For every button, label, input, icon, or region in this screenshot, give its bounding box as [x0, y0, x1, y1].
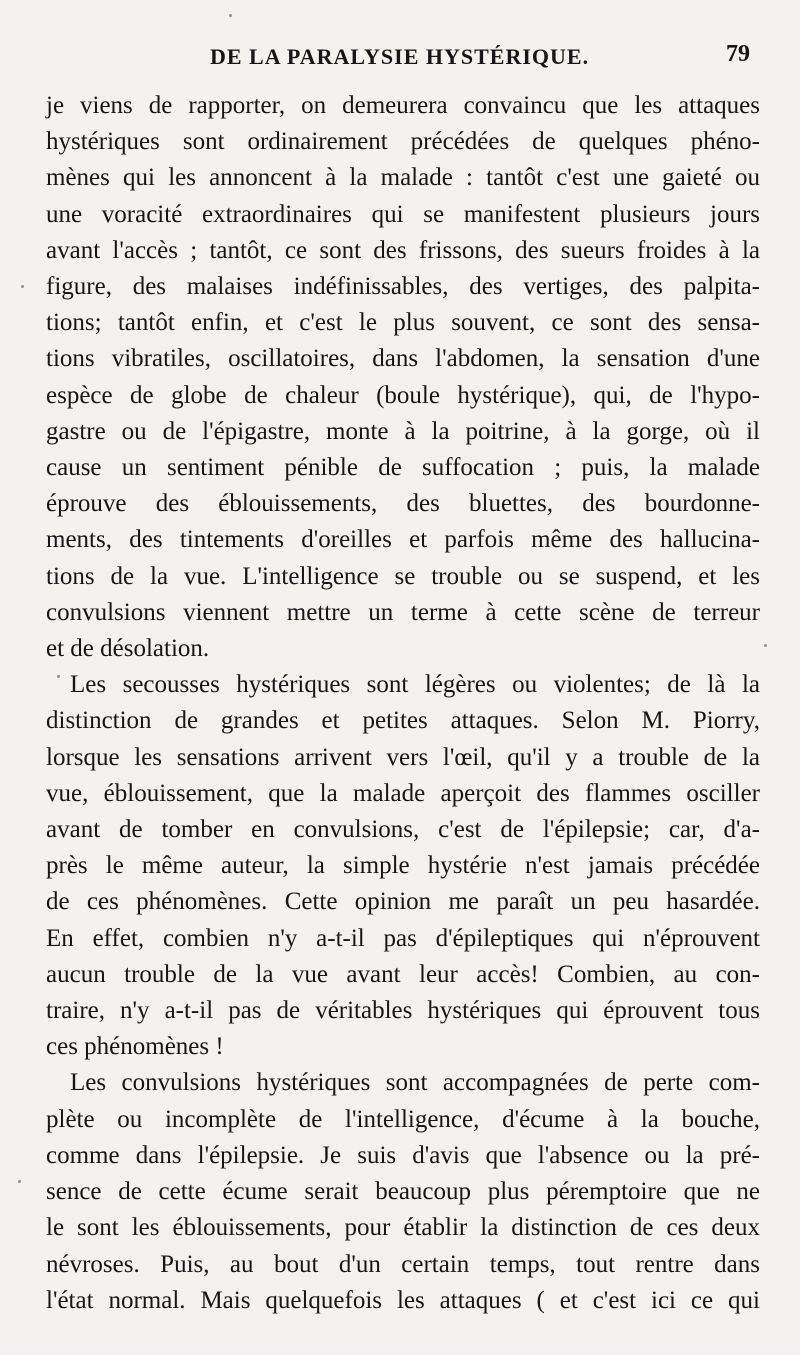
- text-line: convulsions viennent mettre un terme à cette scène de terreur: [46, 598, 760, 626]
- print-speck: [764, 644, 767, 647]
- text-line: hystériques sont ordinairement précédées de quelques phéno-: [46, 128, 760, 156]
- text-line: je viens de rapporter, on demeurera convaincu que les attaques: [46, 92, 760, 119]
- text-line: traire, n'y a-t-il pas de véritables hystériques qui éprouvent tous: [46, 997, 760, 1025]
- text-line: l'état normal. Mais quelquefois les attaques ( et c'est ici ce qui: [46, 1286, 760, 1314]
- text-line: distinction de grandes et petites attaques. Selon M. Piorry,: [46, 707, 760, 735]
- text-line: tions; tantôt enfin, et c'est le plus souvent, ce sont des sensa-: [46, 309, 760, 337]
- text-line: Les secousses hystériques sont légères ou violentes; de là la: [70, 671, 760, 699]
- text-line: ces phénomènes !: [46, 1033, 224, 1061]
- text-line: aucun trouble de la vue avant leur accès! Combien, au con-: [46, 960, 760, 988]
- text-line: névroses. Puis, au bout d'un certain temps, tout rentre dans: [46, 1250, 760, 1278]
- print-speck: [57, 675, 60, 678]
- text-line: tions de la vue. L'intelligence se trouble ou se suspend, et les: [46, 562, 760, 590]
- print-speck: [229, 14, 232, 17]
- text-line: comme dans l'épilepsie. Je suis d'avis que l'absence ou la pré-: [46, 1141, 760, 1169]
- text-line: lorsque les sensations arrivent vers l'œil, qu'il y a trouble de la: [46, 743, 760, 771]
- text-line: mènes qui les annoncent à la malade : tantôt c'est une gaieté ou: [46, 164, 760, 192]
- text-line: tions vibratiles, oscillatoires, dans l'abdomen, la sensation d'une: [46, 345, 760, 373]
- text-line: gastre ou de l'épigastre, monte à la poitrine, à la gorge, où il: [46, 417, 760, 445]
- text-line: plète ou incomplète de l'intelligence, d'écume à la bouche,: [46, 1105, 760, 1133]
- text-line: sence de cette écume serait beaucoup plus péremptoire que ne: [46, 1178, 760, 1206]
- text-line: vue, éblouissement, que la malade aperçoit des flammes osciller: [46, 779, 760, 807]
- text-line: près le même auteur, la simple hystérie n'est jamais précédée: [46, 852, 760, 880]
- page-number: 79: [726, 41, 750, 67]
- print-speck: [21, 285, 24, 288]
- body-text: [46, 88, 760, 1319]
- running-title: DE LA PARALYSIE HYSTÉRIQUE.: [210, 44, 590, 69]
- text-line: Les convulsions hystériques sont accompagnées de perte com-: [70, 1069, 760, 1097]
- print-speck: [18, 1180, 21, 1183]
- text-line: espèce de globe de chaleur (boule hystérique), qui, de l'hypo-: [46, 381, 760, 409]
- text-line: figure, des malaises indéfinissables, des vertiges, des palpita-: [46, 273, 760, 301]
- text-line: de ces phénomènes. Cette opinion me paraît un peu hasardée.: [46, 888, 760, 916]
- text-line: une voracité extraordinaires qui se manifestent plusieurs jours: [46, 200, 760, 228]
- running-head: [46, 38, 760, 72]
- text-line: cause un sentiment pénible de suffocation ; puis, la malade: [46, 454, 760, 482]
- paragraph-1: [46, 88, 760, 667]
- text-line: éprouve des éblouissements, des bluettes, des bourdonne-: [46, 490, 760, 518]
- text-line: En effet, combien n'y a-t-il pas d'épileptiques qui n'éprouvent: [46, 924, 760, 952]
- text-line: le sont les éblouissements, pour établir la distinction de ces deux: [46, 1214, 760, 1242]
- text-line: et de désolation.: [46, 635, 210, 663]
- text-line: avant l'accès ; tantôt, ce sont des frissons, des sueurs froides à la: [46, 236, 760, 264]
- text-line: avant de tomber en convulsions, c'est de l'épilepsie; car, d'a-: [46, 816, 760, 844]
- text-line: ments, des tintements d'oreilles et parfois même des hallucina-: [46, 526, 760, 554]
- paragraph-2: [46, 667, 760, 1065]
- paragraph-3: [46, 1065, 760, 1318]
